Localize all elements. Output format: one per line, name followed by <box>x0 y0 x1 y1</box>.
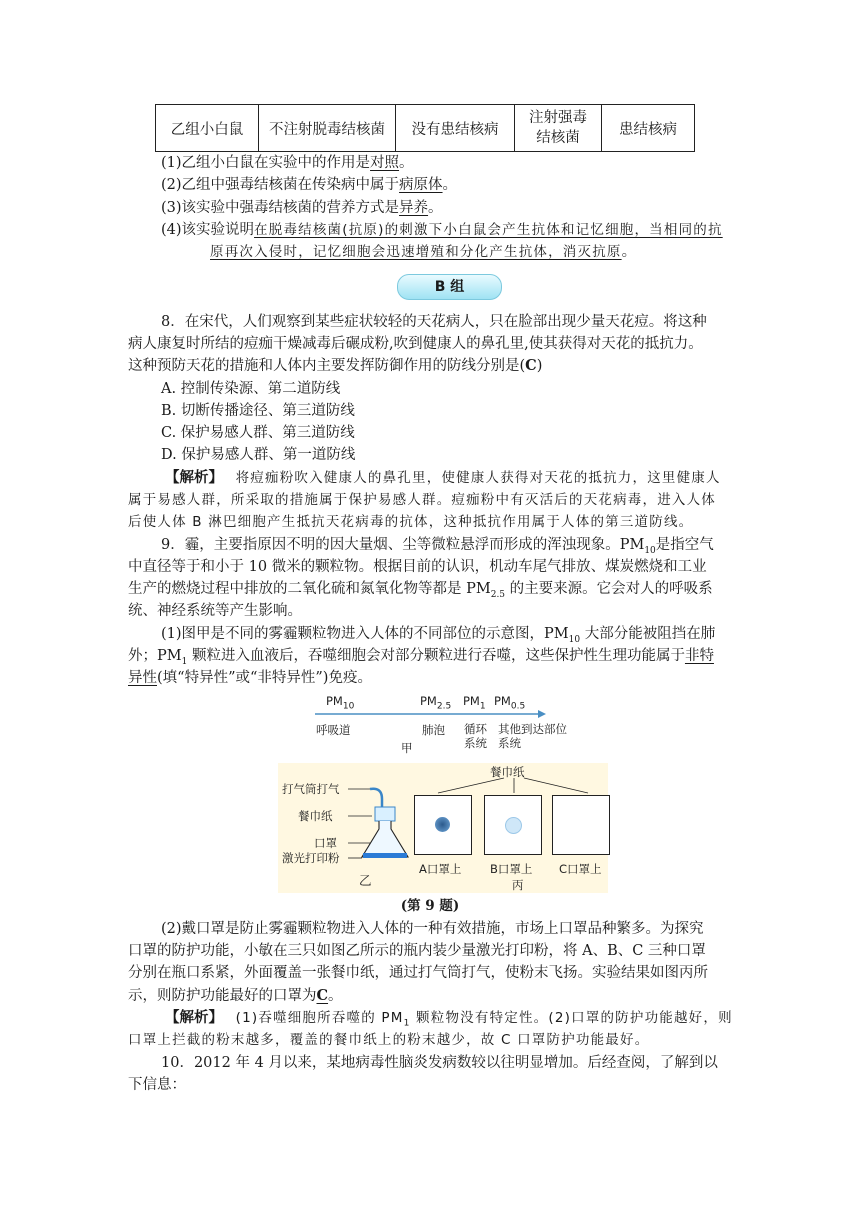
figure-yi-bing <box>278 763 608 893</box>
text: 颗粒进入血液后，吞噬细胞会对部分颗粒进行吞噬，这些保护性生理功能属于 <box>187 648 685 664</box>
other-sites-label: 其他到达部位 系统 <box>498 722 567 750</box>
answer: 原再次入侵时，记忆细胞会迅速增殖和分化产生抗体，消灭抗原 <box>210 244 622 260</box>
table-cell: 乙组小白鼠 <box>156 105 259 152</box>
text: ) <box>536 358 543 374</box>
text: (1)图甲是不同的雾霾颗粒物进入人体的不同部位的示意图，PM <box>161 626 569 642</box>
napkin-c <box>552 795 610 855</box>
mask-b-label: B口罩上 <box>490 862 533 876</box>
text: 1 <box>181 656 188 667</box>
pm25-label: $PM_{2.5}$ <box>420 694 452 712</box>
text: 这种预防天花的措施和人体内主要发挥防御作用的防线分别是( <box>128 358 526 374</box>
option-a: A. 控制传染源、第二道防线 <box>161 381 341 397</box>
table-cell: 没有患结核病 <box>396 105 515 152</box>
q9-part2: (2)戴口罩是防止雾霾颗粒物进入人体的一种有效措施，市场上口罩品种繁多。为探究 <box>161 921 704 937</box>
q8-explanation: 后使人体 B 淋巴细胞产生抵抗天花病毒的抗体，这种抵抗作用属于人体的第三道防线。 <box>128 514 694 530</box>
q7-part4 <box>161 219 860 241</box>
q8-line <box>128 355 860 377</box>
table-row <box>156 105 695 152</box>
text: (4)该实验说明 <box>161 222 255 238</box>
text: 示，则防护功能最好的口罩为 <box>128 988 317 1004</box>
text: 将痘痂粉吹入健康人的鼻孔里，使健康人获得对天花的抵抗力，这里健康人 <box>235 470 721 486</box>
text: 的主要来源。它会对人的呼吸系 <box>505 581 713 597</box>
q7-part4-cont <box>210 241 860 263</box>
table-cell-line: 结核菌 <box>536 130 580 146</box>
mask-a-label: A口罩上 <box>419 862 462 876</box>
text: 是指空气 <box>655 537 714 553</box>
text: (1)乙组小白鼠在实验中的作用是 <box>161 155 371 171</box>
table-cell-line: 注射强毒 <box>529 110 587 126</box>
text: 2.5 <box>490 589 506 600</box>
text: 外；PM <box>128 648 182 664</box>
q8-line: 病人康复时所结的痘痂干燥减毒后碾成粉,吹到健康人的鼻孔里,使其获得对天花的抵抗力。 <box>128 336 703 352</box>
text: (填“特异性”或“非特异性”)免疫。 <box>157 670 372 686</box>
section-badge: B 组 <box>397 274 502 300</box>
text: 。 <box>428 200 443 216</box>
table-cell: 患结核病 <box>602 105 695 152</box>
q7-part2 <box>161 174 860 196</box>
pm10-label: $PM_{10}$ <box>326 694 355 712</box>
text: 10 <box>644 545 656 556</box>
figure-yi-caption: 乙 <box>359 873 372 888</box>
q9-part1 <box>128 667 860 689</box>
text: (2)乙组中强毒结核菌在传染病中属于 <box>161 177 400 193</box>
text: 9．霾，主要指原因不明的因大量烟、尘等微粒悬浮而形成的浑浊现象。PM <box>161 537 645 553</box>
napkin-b <box>484 795 542 855</box>
table-cell <box>515 105 602 152</box>
answer: 病原体 <box>399 177 443 193</box>
text: (3)该实验中强毒结核菌的营养方式是 <box>161 200 400 216</box>
flask-illustration <box>348 777 418 871</box>
text: 。 <box>399 155 414 171</box>
text: 10 <box>568 634 581 645</box>
q8-line: 8．在宋代，人们观察到某些症状较轻的天花病人，只在脸部出现少量天花痘。将这种 <box>161 314 707 330</box>
data-table <box>155 104 695 152</box>
text: 生产的燃烧过程中排放的二氧化硫和氮氧化物等都是 PM <box>128 581 491 597</box>
explanation-tag: 【解析】 <box>165 1009 223 1026</box>
pm1-label: $PM_1$ <box>463 694 486 712</box>
option-c: C. 保护易感人群、第三道防线 <box>161 425 355 441</box>
text: 。 <box>442 177 458 193</box>
figure-caption: (第 9 题) <box>400 898 460 914</box>
figure-jia-caption: 甲 <box>401 741 413 755</box>
text: 。 <box>621 244 637 260</box>
explanation-tag: 【解析】 <box>165 469 223 486</box>
mask-c-label: C口罩上 <box>559 862 602 876</box>
q9-part2: 分别在瓶口系紧，外面覆盖一张餐巾纸，通过打气筒打气，使粉末飞扬。实验结果如图丙所 <box>128 965 708 981</box>
pump-label: 打气筒打气 <box>282 782 340 796</box>
text: 。 <box>328 988 343 1004</box>
answer: 异性 <box>128 670 157 686</box>
napkin-leader-lines <box>428 775 608 795</box>
q9-explanation: 口罩上拦截的粉末越多，覆盖的餐巾纸上的粉末越少，故 C 口罩防护功能最好。 <box>128 1032 650 1048</box>
figure-bing-caption: 丙 <box>512 878 524 892</box>
q9-part2: 口罩的防护功能，小敏在三只如图乙所示的瓶内装少量激光打印粉，将 A、B、C 三种口罩 <box>128 943 706 959</box>
q10-line: 10．2012 年 4 月以来，某地病毒性脑炎发病数较以往明显增加。后经查阅，了解到以 <box>161 1055 718 1071</box>
airway-label: 呼吸道 <box>316 723 351 737</box>
q8-explanation <box>165 467 860 489</box>
text: (1)吞噬细胞所吞噬的 $PM_1$ 颗粒物没有特定性。(2)口罩的防护功能越好，则 <box>235 1010 733 1029</box>
text: 大部分能被阻挡在肺 <box>580 626 716 642</box>
answer: C <box>316 987 329 1004</box>
q9-part2 <box>128 985 860 1007</box>
answer: 对照 <box>370 155 400 171</box>
option-d: D. 保护易感人群、第一道防线 <box>161 447 356 463</box>
q7-part1 <box>161 152 860 174</box>
answer: 非特 <box>684 648 714 664</box>
mask-label: 口罩 <box>314 836 337 850</box>
alveoli-label: 肺泡 <box>422 723 445 737</box>
q10-line: 下信息： <box>128 1077 186 1093</box>
q8-explanation: 属于易感人群，所采取的措施属于保护易感人群。痘痂粉中有灭活后的天花病毒，进入人体 <box>128 492 716 508</box>
answer: C <box>525 357 537 374</box>
powder-spot-b <box>505 817 522 834</box>
answer: 异养 <box>399 200 429 216</box>
napkin-label: 餐巾纸 <box>298 809 333 823</box>
answer: 在脱毒结核菌(抗原)的刺激下小白鼠会产生抗体和记忆细胞，当相同的抗 <box>254 222 723 238</box>
powder-spot-a <box>435 817 450 832</box>
table-cell: 不注射脱毒结核菌 <box>259 105 396 152</box>
figure-jia <box>310 692 610 762</box>
napkin-top-label: 餐巾纸 <box>490 765 525 779</box>
pm05-label: $PM_{0.5}$ <box>494 694 526 712</box>
option-b: B. 切断传播途径、第三道防线 <box>161 403 355 419</box>
arrow-axis <box>310 708 550 720</box>
q9-line: 中直径等于和小于 10 微米的颗粒物。根据目前的认识，机动车尾气排放、煤炭燃烧和工业 <box>128 559 707 575</box>
q9-line: 统、神经系统等产生影响。 <box>128 603 302 619</box>
powder-label: 激光打印粉 <box>282 851 340 865</box>
q7-part3 <box>161 197 860 219</box>
napkin-a <box>414 795 472 855</box>
circulation-label: 循环 系统 <box>464 722 487 750</box>
